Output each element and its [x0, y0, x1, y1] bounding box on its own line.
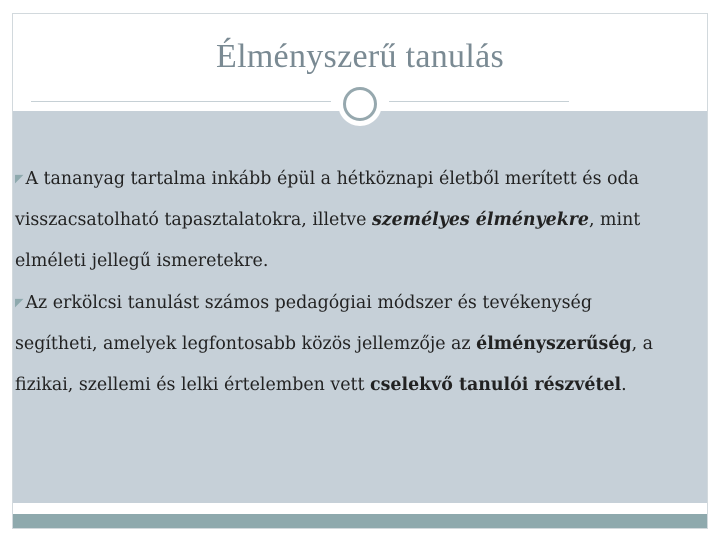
footer-bar	[13, 514, 707, 528]
circle-ring-icon	[340, 84, 380, 124]
bullet-2-text: Az erkölcsi tanulást számos pedagógiai módszer és tevékenység segítheti, amelyek legfontosabb közös jellemzője az	[15, 293, 592, 354]
triangle-bullet-icon: ◤	[15, 296, 24, 309]
title-divider-right	[389, 101, 569, 102]
bullet-1-emphasis: személyes élményekre	[371, 210, 589, 230]
ring	[343, 87, 377, 121]
triangle-bullet-icon: ◤	[15, 172, 24, 185]
slide-title: Élményszerű tanulás	[216, 38, 504, 75]
bullet-paragraph-2	[15, 282, 655, 406]
bullet-2-text-middle: , a fizikai, szellemi és lelki értelemben vett	[15, 334, 653, 395]
slide-content	[15, 158, 655, 406]
bullet-2-text-end: .	[621, 375, 627, 395]
bullet-2-bold-2: cselekvő tanulói részvétel	[370, 375, 622, 395]
title-divider-left	[31, 101, 331, 102]
bullet-paragraph-1	[15, 158, 655, 282]
bullet-2-bold-1: élményszerűség	[476, 334, 632, 354]
bullet-1-text: A tananyag tartalma inkább épül a hétköznapi életből merített és oda visszacsatolható tapasztalatokra, illetve	[15, 169, 640, 230]
bullet-1-text-end: , mint elméleti jellegű ismeretekre.	[15, 210, 641, 271]
